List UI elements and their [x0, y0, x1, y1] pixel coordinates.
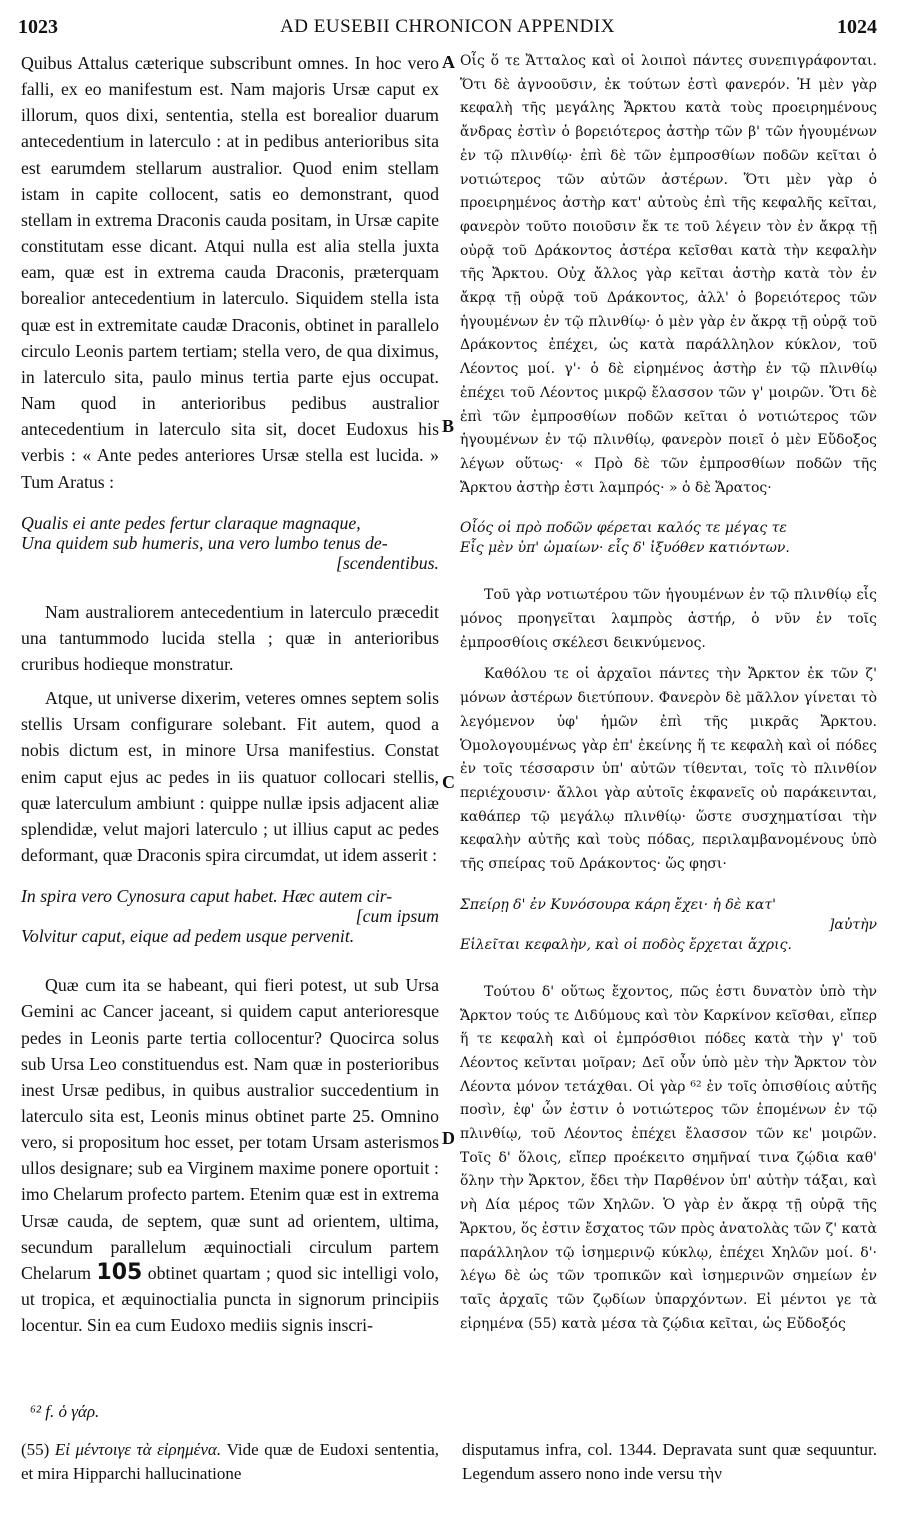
verse-line-continuation: ]αὐτὴν: [828, 916, 877, 933]
latin-paragraph: [21, 972, 439, 1338]
greek-paragraph: Καθόλου τε οἱ ἀρχαῖοι πάντες τὴν Ἄρκτον ἐκ τῶν ζ' μόνων ἀστέρων διετύπουν. Φανερὸν δὲ μᾶλλον γίνεται τὸ λεγόμενον ὑφ' ἡμῶν ἐπὶ τῆς μικρᾶς Ἄρκτου. Ὁμολογουμένως γὰρ ἐπ' ἐκείνης ἥ τε κεφαλὴ καὶ οἱ πόδες ἐν τοῖς τέσσαρσιν ὑπ' αὐτῶν τίθενται, τοῖς τὸ πλινθίον περιέχουσιν· ἄλλοι γὰρ αὐτοῖς ἐκφανεῖς οὐ παράκεινται, καθάπερ τῷ μεγάλῳ πλινθίῳ· ὥστε συσχηματίσαι τὴν κεφαλὴν αὐτῆς καὶ τοὺς πόδας, περιλαμβανομένους ὑπὸ τῆς σπείρας τοῦ Δράκοντος· ὥς φησι·: [460, 666, 877, 873]
verse-line: Εἱλεῖται κεφαλὴν, καὶ οἱ ποδὸς ἔρχεται ἄχρις.: [460, 936, 792, 953]
footnote-right: disputamus infra, col. 1344. Depravata sunt quæ sequuntur. Legendum assero nono inde versu τὴν: [462, 1440, 877, 1483]
latin-verse-quote: [21, 513, 439, 573]
latin-paragraph: Quibus Attalus cæterique subscribunt omnes. In hoc vero falli, ex eo manifestum est. Nam majoris Ursæ caput ex illorum, quos dixi, sententia, stella est borealior duarum antecedentium in laterculo : at in pedibus anterioribus sita est earumdem stellarum australior. Quod enim stellam istam in capite collocent, satis eo demonstrant, quod stellam in extrema Draconis cauda positam, in Ursæ capite constitutam esse dicant. Atqui nulla est alia stella juxta eam, quæ est in extrema cauda Draconis, præterquam borealior antecedentium in laterculo. Siquidem stella ista quæ est in extremitate caudæ Draconis, obtinet in parallelo circulo Leonis partem tertiam; stella vero, de qua diximus, in laterculo sita, paulo minus tertia parte ejus occupat. Nam quod in anterioribus pedibus australior antecedentium in laterculo sita sit, docet Eudoxus his verbis : « Ante pedes anteriores Ursæ stella est lucida. » Tum Aratus :: [21, 53, 439, 492]
verse-line-continuation: [scendentibus.: [335, 552, 439, 573]
page-header: [18, 10, 877, 40]
latin-verse-quote: [21, 886, 439, 946]
verse-line: Οἷός οἱ πρὸ ποδῶν φέρεται καλός τε μέγας τε: [460, 520, 787, 537]
verse-line: Σπείρῃ δ' ἐν Κυνόσουρα κάρη ἔχει· ἡ δὲ κατ': [460, 896, 776, 913]
verse-line: Volvitur caput, eique ad pedem usque pervenit.: [21, 926, 355, 947]
greek-footnote: ⁶² f. ὁ γάρ.: [30, 1402, 100, 1421]
footnote-text: Vide quæ de Eudoxi sententia, et mira Hipparchi hallucinatione: [21, 1440, 439, 1483]
greek-paragraph: Τοῦ γὰρ νοτιωτέρου τῶν ἡγουμένων ἐν τῷ πλινθίῳ εἷς μόνος προηγεῖται λαμπρὸς ἀστήρ, ὁ νῦν ἐν τοῖς ἐμπροσθίοις σκέλεσι δεικνύμενος.: [460, 587, 877, 651]
page-number-right: 1024: [837, 16, 877, 38]
margin-letter-a: A: [442, 52, 455, 72]
latin-paragraph: Nam australiorem antecedentium in laterculo præcedit una tantummodo lucida stella ; quæ in anterioribus cruribus hodieque monstratur.: [21, 601, 439, 674]
verse-line: Una quidem sub humeris, una vero lumbo tenus de-: [21, 532, 388, 553]
footnote-lemma: Εἰ μέντοιγε τὰ εἰρημένα.: [54, 1440, 222, 1459]
margin-letter-c: C: [442, 772, 455, 792]
verse-line: Qualis ei ante pedes fertur claraque magnaque,: [21, 512, 361, 533]
latin-text: Quæ cum ita se habeant, qui fieri potest, ut sub Ursa Gemini ac Cancer jaceant, si quidem caput anterioresque pedes in Leonis parte tertia collocentur? Quocirca solus sub Ursa Leo constituendus est. Nam quæ in posterioribus inest Ursæ pedibus, in quibus australior succedentium in laterculo sita est, Leonis minus obtinet parte 25. Omnino vero, si propositum hoc esset, per totam Ursam asterismos ullos designare; sub ea Virginem maxime ponere oportuit : imo Chelarum profecto partem. Etenim quæ est in extrema Ursæ cauda, de septem, quæ sunt ad orientem, ultima, secundum parallelum æquinoctiali circulum partem Chelarum: [21, 975, 439, 1283]
greek-verse-quote: [460, 518, 877, 558]
page-number-left: 1023: [18, 16, 58, 38]
verse-line: In spira vero Cynosura caput habet. Hæc autem cir-: [21, 886, 393, 907]
running-title: AD EUSEBII CHRONICON APPENDIX: [280, 16, 615, 37]
latin-paragraph: Atque, ut universe dixerim, veteres omnes septem solis stellis Ursam configurare solebant. Fit autem, quod a nobis dictum est, in minore Ursa manifestius. Constat enim caput ejus ac pedes in iis quatuor collocari stellis, quæ laterculum ambiunt : quippe nullæ ipsis adjacent aliæ splendidæ, velut majori laterculo ; ut illius caput ac pedes deformant, quæ Draconis spira circumdat, ut idem asserit :: [21, 688, 439, 866]
footnote-number: (55): [21, 1440, 55, 1459]
latin-text: obtinet quartam ; quod sic intelligi volo, ut tropica, et æquinoctialia puncta in signorum principiis locentur. Sin ea cum Eudoxo mediis signis inscri-: [21, 1262, 439, 1336]
latin-column: [21, 50, 439, 1346]
margin-letter-d: D: [442, 1128, 455, 1148]
greek-verse-quote: [460, 895, 877, 955]
sheet-number: 105: [96, 1259, 143, 1285]
verse-line: Εἷς μὲν ὑπ' ὠμαίων· εἷς δ' ἰξυόθεν κατιόντων.: [460, 540, 790, 557]
margin-letter-b: B: [442, 416, 455, 436]
verse-line-continuation: [cum ipsum: [355, 906, 439, 927]
greek-paragraph: Οἷς ὅ τε Ἄτταλος καὶ οἱ λοιποὶ πάντες συνεπιγράφονται. Ὅτι δὲ ἀγνοοῦσιν, ἐκ τούτων ἐστὶ φανερόν. Ἡ μὲν γὰρ κεφαλὴ τῆς μεγάλης Ἄρκτου κατὰ τοὺς προειρημένους ἄνδρας ἐστὶν ὁ βορειότερος ἀστὴρ τῶν β' τῶν ἡγουμένων ἐν τῷ πλινθίῳ· ἐπὶ δὲ τῶν ἐμπροσθίων ποδῶν κεῖται ὁ νοτιώτερος τῶν αὐτῶν ἀστέρων. Ὅτι μὲν γὰρ ὁ προειρημένος ἀστὴρ κατ' αὐτοὺς ἐπὶ τῆς κεφαλῆς κεῖται, φανερὸν τοῦτο ποιοῦσιν ἔκ τε τοῦ λέγειν τὸν ἐν ἄκρᾳ τῇ οὐρᾷ τοῦ Δράκοντος ἀστέρα κεῖσθαι κατὰ τὴν κεφαλὴν τῆς Ἄρκτου. Οὐχ ἄλλος γὰρ κεῖται ἀστὴρ κατὰ τὸν ἐν ἄκρᾳ τῇ οὐρᾷ τοῦ Δράκοντος, ἀλλ' ὁ βορειότερος τῶν ἡγουμένων ἐν τῷ πλινθίῳ· ὁ μὲν γὰρ ἐν ἄκρᾳ τῇ οὐρᾷ τοῦ Δράκοντος ἐπέχει, ὡς κατὰ παράλληλον κύκλον, τοῦ Λέοντος μοί. γ'· ὁ δὲ εἰρημένος ἀστὴρ ἐν τῷ πλινθίῳ ἐπέχει τοῦ Λέοντος μικρῷ ἔλασσον τῶν γ' μοιρῶν. Ὅτι δὲ ἐπὶ τῶν ἐμπροσθίων ποδῶν κεῖται ὁ νοτιώτερος τῶν ἡγουμένων ἐν τῷ πλινθίῳ, φανερὸν ποιεῖ ὁ μὲν Εὔδοξος λέγων οὕτως· « Πρὸ δὲ τῶν ἐμπροσθίων ποδῶν τῆς Ἄρκτου ἀστὴρ ἐστι λαμπρός· » ὁ δὲ Ἄρατος·: [460, 53, 877, 496]
greek-column: [460, 50, 877, 1344]
footnote-left: [21, 1438, 439, 1486]
greek-paragraph: Τούτου δ' οὕτως ἔχοντος, πῶς ἐστι δυνατὸν ὑπὸ τὴν Ἄρκτον τούς τε Διδύμους καὶ τὸν Καρκίνον κεῖσθαι, εἴπερ ἥ τε κεφαλὴ καὶ οἱ ἐμπρόσθιοι πόδες κατὰ τὴν γ' τοῦ Λέοντος κεῖνται μοῖραν; Δεῖ οὖν ὑπὸ μὲν τὴν Ἄρκτον τὸν Λέοντα μόνον τετάχθαι. Οἱ γὰρ ⁶² ἐν τοῖς ὀπισθίοις αὐτῆς ποσὶν, ἐφ' ὧν ἐστιν ὁ νοτιώτερος τῶν ἑπομένων ἐν τῷ πλινθίῳ, τοῦ Λέοντος ἐπέχει ἔλασσον τῶν κε' μοιρῶν. Τοῖς δ' ὅλοις, εἴπερ προέκειτο σημῆναί τινα ζῴδια καθ' ὅλην τὴν Ἄρκτον, ἔδει τὴν Παρθένον ὑπ' αὐτὴν τάξαι, καὶ νὴ Δία μέρος τῶν Χηλῶν. Ὁ γὰρ ἐν ἄκρᾳ τῇ οὐρᾷ τῆς Ἄρκτου, ὅς ἐστιν ἔσχατος τῶν πρὸς ἀνατολὰς τῶν ζ' κατὰ παράλληλον τῷ ἰσημερινῷ κύκλῳ, ἐπέχει Χηλῶν μοί. δ'· λέγω δὲ ὡς τῶν τροπικῶν καὶ ἰσημερινῶν σημείων ἐν ταῖς ἀρχαῖς τῶν ζῳδίων ὑπαρχόντων. Εἰ μέντοι γε τὰ εἰρημένα (55) κατὰ μέσα τὰ ζῴδια κεῖται, ὡς Εὔδοξός: [460, 983, 877, 1332]
